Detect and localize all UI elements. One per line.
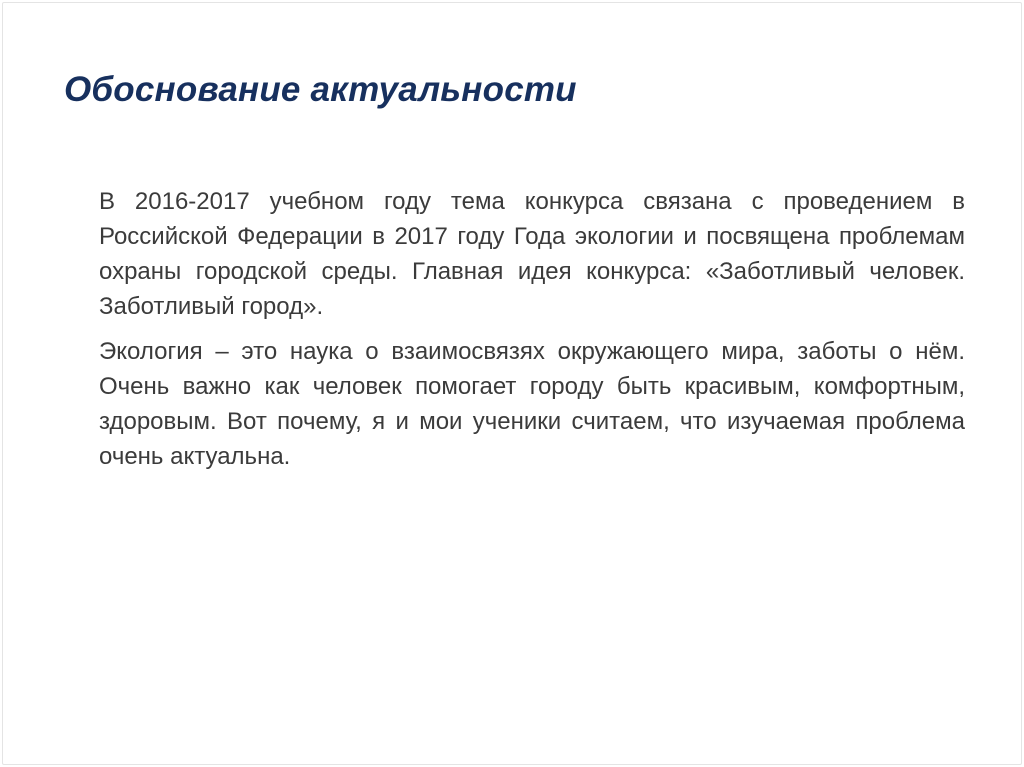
- slide-title: Обоснование актуальности: [64, 70, 577, 109]
- paragraph-ecology-definition: Экология – это наука о взаимосвязях окружающего мира, заботы о нём. Очень важно как человек помогает городу быть красивым, комфортным, здоровым. Вот почему, я и мои ученики считаем, что изучаемая проблема очень актуальна.: [99, 338, 965, 470]
- slide-body: [99, 184, 965, 484]
- paragraph-competition-theme: В 2016-2017 учебном году тема конкурса связана с проведением в Российской Федерации в 2017 году Года экологии и посвящена проблемам охраны городской среды. Главная идея конкурса: «Заботливый человек. Заботливый город».: [99, 188, 965, 320]
